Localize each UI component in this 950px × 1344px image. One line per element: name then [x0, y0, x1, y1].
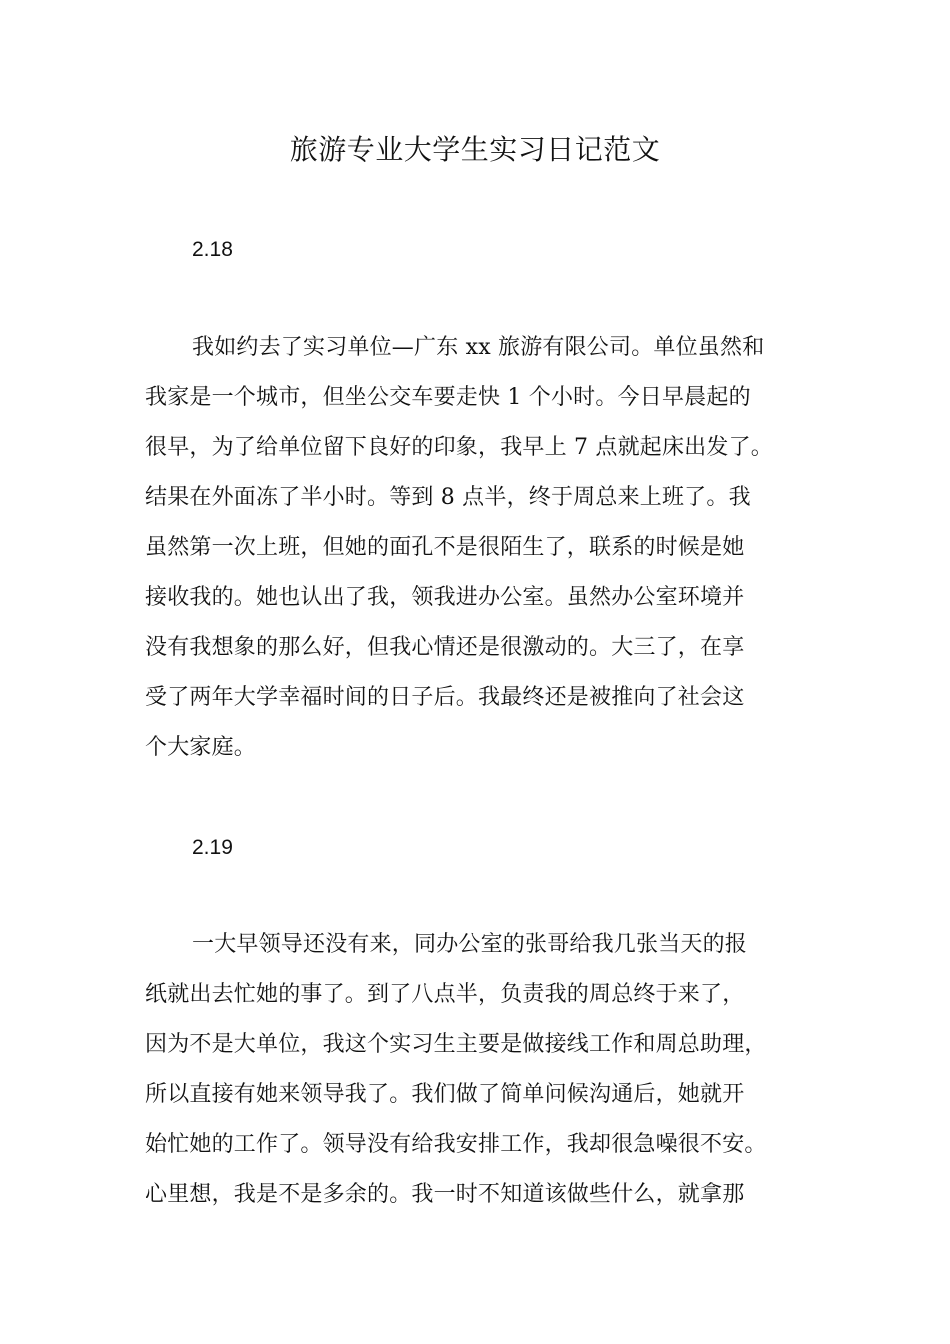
paragraph-line: 个大家庭。 [145, 735, 257, 760]
document-title: 旅游专业大学生实习日记范文 [289, 133, 661, 166]
paragraph-line: 一大早领导还没有来，同办公室的张哥给我几张当天的报 [192, 932, 748, 957]
paragraph-line: 结果在外面冻了半小时。等到 8 点半，终于周总来上班了。我 [145, 485, 751, 510]
paragraph-line: 虽然第一次上班，但她的面孔不是很陌生了，联系的时候是她 [145, 535, 745, 560]
entry-paragraph [145, 323, 835, 773]
paragraph-line: 心里想，我是不是多余的。我一时不知道该做些什么，就拿那 [145, 1182, 745, 1207]
paragraph-line: 纸就出去忙她的事了。到了八点半，负责我的周总终于来了， [145, 982, 745, 1007]
paragraph-line: 没有我想象的那么好，但我心情还是很激动的。大三了，在享 [145, 635, 745, 660]
paragraph-line: 很早，为了给单位留下良好的印象，我早上 7 点就起床出发了。 [145, 435, 773, 460]
paragraph-line: 受了两年大学幸福时间的日子后。我最终还是被推向了社会这 [145, 685, 745, 710]
paragraph-line: 我如约去了实习单位—广东 xx 旅游有限公司。单位虽然和 [192, 335, 765, 360]
paragraph-line: 我家是一个城市，但坐公交车要走快 1 个小时。今日早晨起的 [145, 385, 751, 410]
entry-date: 2.18 [192, 238, 233, 261]
paragraph-line: 所以直接有她来领导我了。我们做了简单问候沟通后，她就开 [145, 1082, 745, 1107]
paragraph-line: 因为不是大单位，我这个实习生主要是做接线工作和周总助理， [145, 1032, 767, 1057]
paragraph-line: 始忙她的工作了。领导没有给我安排工作，我却很急噪很不安。 [145, 1132, 767, 1157]
paragraph-line: 接收我的。她也认出了我，领我进办公室。虽然办公室环境并 [145, 585, 745, 610]
entry-date: 2.19 [192, 836, 233, 859]
entry-paragraph [145, 920, 835, 1220]
